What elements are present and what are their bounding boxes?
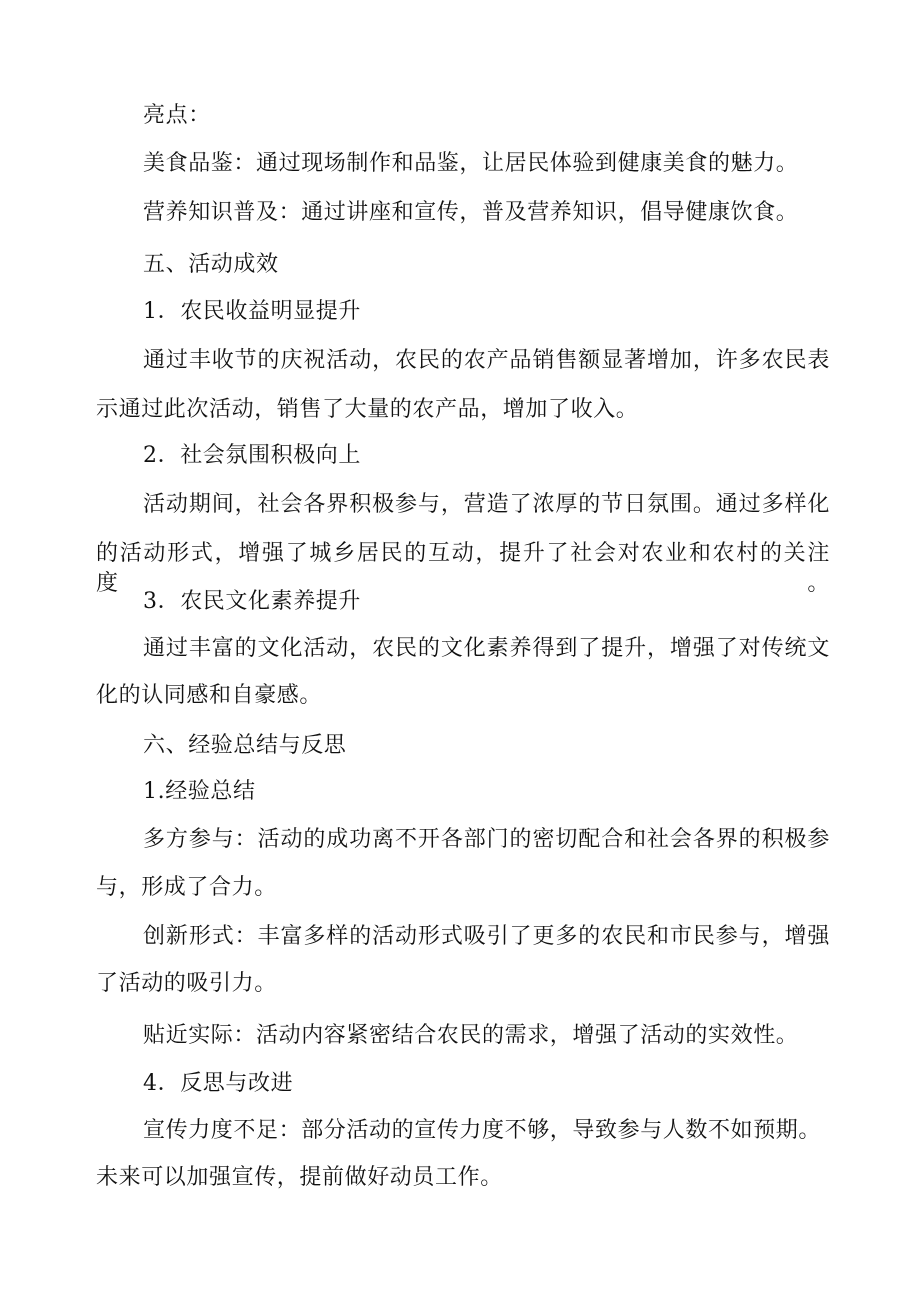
paragraph-innovation-line2: 了活动的吸引力。: [96, 971, 277, 996]
subheading-atmosphere: 2．社会氛围积极向上: [143, 443, 361, 468]
paragraph-atmosphere-line2: 的活动形式，增强了城乡居民的互动，提升了社会对农业和农村的关注度。: [96, 541, 830, 596]
paragraph-publicity-line2: 未来可以加强宣传，提前做好动员工作。: [96, 1165, 503, 1190]
paragraph-innovation-line1: 创新形式：丰富多样的活动形式吸引了更多的农民和市民参与，增强: [143, 924, 830, 949]
paragraph-participation-line1: 多方参与：活动的成功离不开各部门的密切配合和社会各界的积极参: [143, 827, 830, 852]
section-heading-summary: 六、经验总结与反思: [143, 733, 347, 758]
paragraph-participation-line2: 与，形成了合力。: [96, 875, 277, 900]
subheading-culture: 3．农民文化素养提升: [143, 589, 361, 614]
subheading-reflection: 4．反思与改进: [143, 1071, 294, 1096]
paragraph-practical: 贴近实际：活动内容紧密结合农民的需求，增强了活动的实效性。: [143, 1023, 799, 1048]
paragraph-publicity-line1: 宣传力度不足：部分活动的宣传力度不够，导致参与人数不如预期。: [143, 1118, 822, 1143]
subheading-experience: 1.经验总结: [143, 779, 256, 804]
paragraph-nutrition: 营养知识普及：通过讲座和宣传，普及营养知识，倡导健康饮食。: [143, 200, 799, 225]
subheading-income: 1．农民收益明显提升: [143, 299, 361, 324]
section-heading-results: 五、活动成效: [143, 252, 279, 277]
paragraph-income-line1: 通过丰收节的庆祝活动，农民的农产品销售额显著增加，许多农民表: [143, 348, 830, 373]
paragraph-culture-line1: 通过丰富的文化活动，农民的文化素养得到了提升，增强了对传统文: [143, 636, 830, 661]
label-highlights: 亮点：: [143, 103, 211, 128]
paragraph-food-tasting: 美食品鉴：通过现场制作和品鉴，让居民体验到健康美食的魅力。: [143, 151, 799, 176]
paragraph-atmosphere-line1: 活动期间，社会各界积极参与，营造了浓厚的节日氛围。通过多样化: [143, 492, 830, 517]
paragraph-culture-line2: 化的认同感和自豪感。: [96, 683, 323, 708]
paragraph-income-line2: 示通过此次活动，销售了大量的农产品，增加了收入。: [96, 397, 639, 422]
